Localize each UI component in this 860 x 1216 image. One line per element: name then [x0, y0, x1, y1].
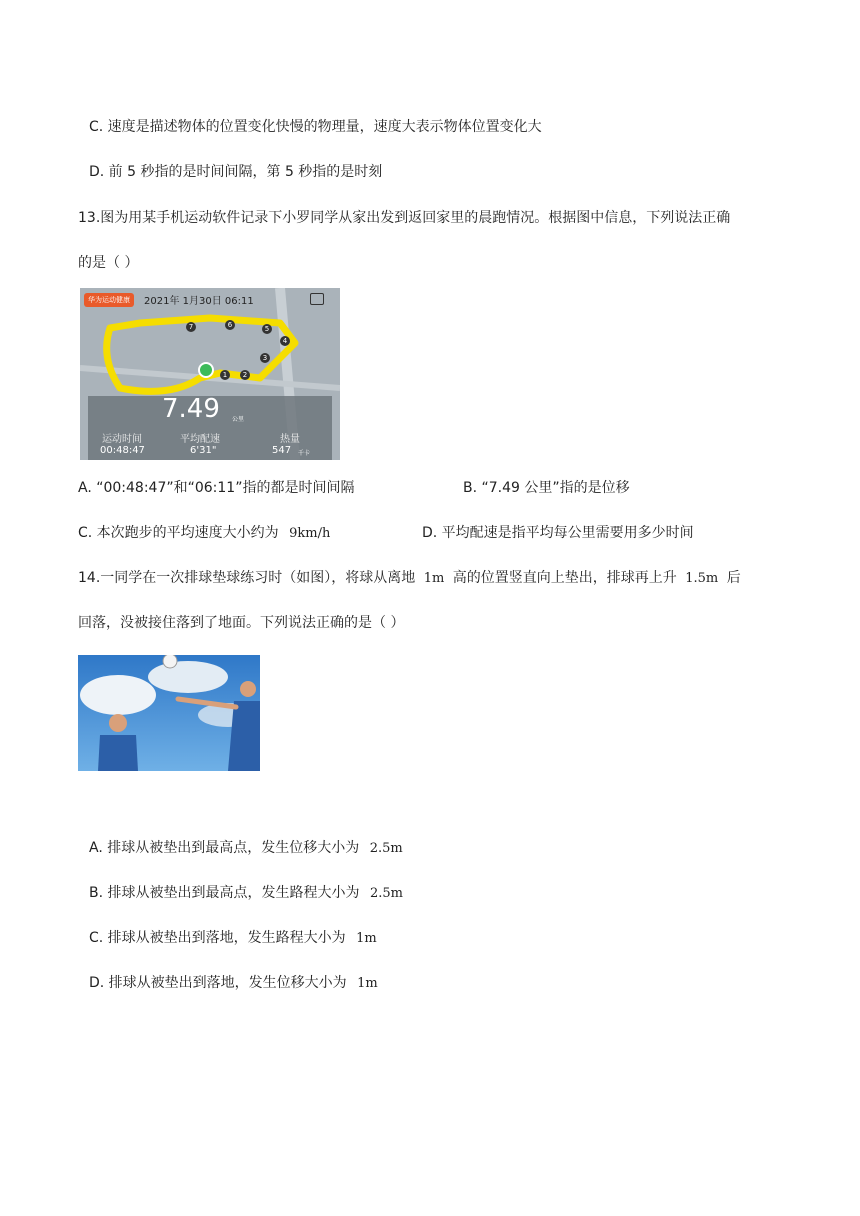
q14-option-d-value: 1m	[357, 976, 378, 991]
value-duration: 00:48:47	[100, 445, 145, 456]
distance-value: 7.49	[162, 394, 220, 424]
q14-stem-line-1	[78, 568, 741, 589]
share-icon	[310, 293, 324, 305]
q14-option-a-text: A. 排球从被垫出到最高点，发生位移大小为	[89, 840, 360, 856]
q14-option-a	[89, 838, 403, 859]
route-marker-7: 7	[186, 322, 196, 332]
q14-stem-text-2: 高的位置竖直向上垫出，排球再上升	[452, 570, 677, 586]
q14-option-b	[89, 883, 403, 904]
distance-unit: 公里	[232, 416, 245, 423]
running-app-screenshot	[80, 288, 340, 460]
label-calories: 热量	[280, 434, 300, 445]
value-pace: 6'31"	[190, 445, 217, 456]
q14-option-d-text: D. 排球从被垫出到落地，发生位移大小为	[89, 975, 347, 991]
calorie-unit: 千卡	[298, 450, 311, 457]
q14-option-c-value: 1m	[356, 931, 377, 946]
route-marker-5: 5	[262, 324, 272, 334]
q13-stem-line-1: 13.图为用某手机运动软件记录下小罗同学从家出发到返回家里的晨跑情况。根据图中信息，下列说法正确	[78, 210, 731, 226]
q14-option-a-value: 2.5m	[369, 841, 403, 856]
q13-option-c-value: 9km/h	[289, 526, 331, 541]
q13-option-b: B. “7.49 公里”指的是位移	[463, 480, 630, 496]
label-duration: 运动时间	[102, 434, 142, 445]
route-marker-4: 4	[280, 336, 290, 346]
q14-stem-rise: 1.5m	[685, 571, 719, 586]
q13-option-a: A. “00:48:47”和“06:11”指的都是时间间隔	[78, 480, 355, 496]
label-pace: 平均配速	[180, 434, 220, 445]
q14-option-d	[89, 973, 378, 994]
q13-stem-line-2: 的是（ ）	[78, 255, 139, 271]
app-date: 2021年 1月30日 06:11	[144, 296, 254, 307]
q14-stem-line-2: 回落，没被接住落到了地面。下列说法正确的是（ ）	[78, 615, 405, 631]
q13-option-c-text: C. 本次跑步的平均速度大小约为	[78, 525, 279, 541]
q14-option-c-text: C. 排球从被垫出到落地，发生路程大小为	[89, 930, 346, 946]
q14-option-b-value: 2.5m	[369, 886, 403, 901]
route-marker-6: 6	[225, 320, 235, 330]
q13-option-c	[78, 523, 330, 544]
q12-option-c: C. 速度是描述物体的位置变化快慢的物理量，速度大表示物体位置变化大	[89, 119, 542, 135]
route-marker-2: 2	[240, 370, 250, 380]
start-marker-icon	[198, 362, 214, 378]
route-marker-3: 3	[260, 353, 270, 363]
route-marker-1: 1	[220, 370, 230, 380]
volleyball-photo	[78, 655, 260, 771]
q14-stem-text-1: 14.一同学在一次排球垫球练习时（如图），将球从离地	[78, 570, 416, 586]
q14-stem-text-3: 后	[726, 570, 741, 586]
q13-option-d: D. 平均配速是指平均每公里需要用多少时间	[422, 525, 694, 541]
app-badge: 华为运动健康	[84, 293, 134, 307]
q14-stem-height: 1m	[423, 571, 445, 586]
q12-option-d: D. 前 5 秒指的是时间间隔，第 5 秒指的是时刻	[89, 164, 383, 180]
q14-option-b-text: B. 排球从被垫出到最高点，发生路程大小为	[89, 885, 360, 901]
q14-option-c	[89, 928, 377, 949]
volleyball-scene	[78, 655, 260, 771]
value-calories: 547	[272, 445, 292, 456]
